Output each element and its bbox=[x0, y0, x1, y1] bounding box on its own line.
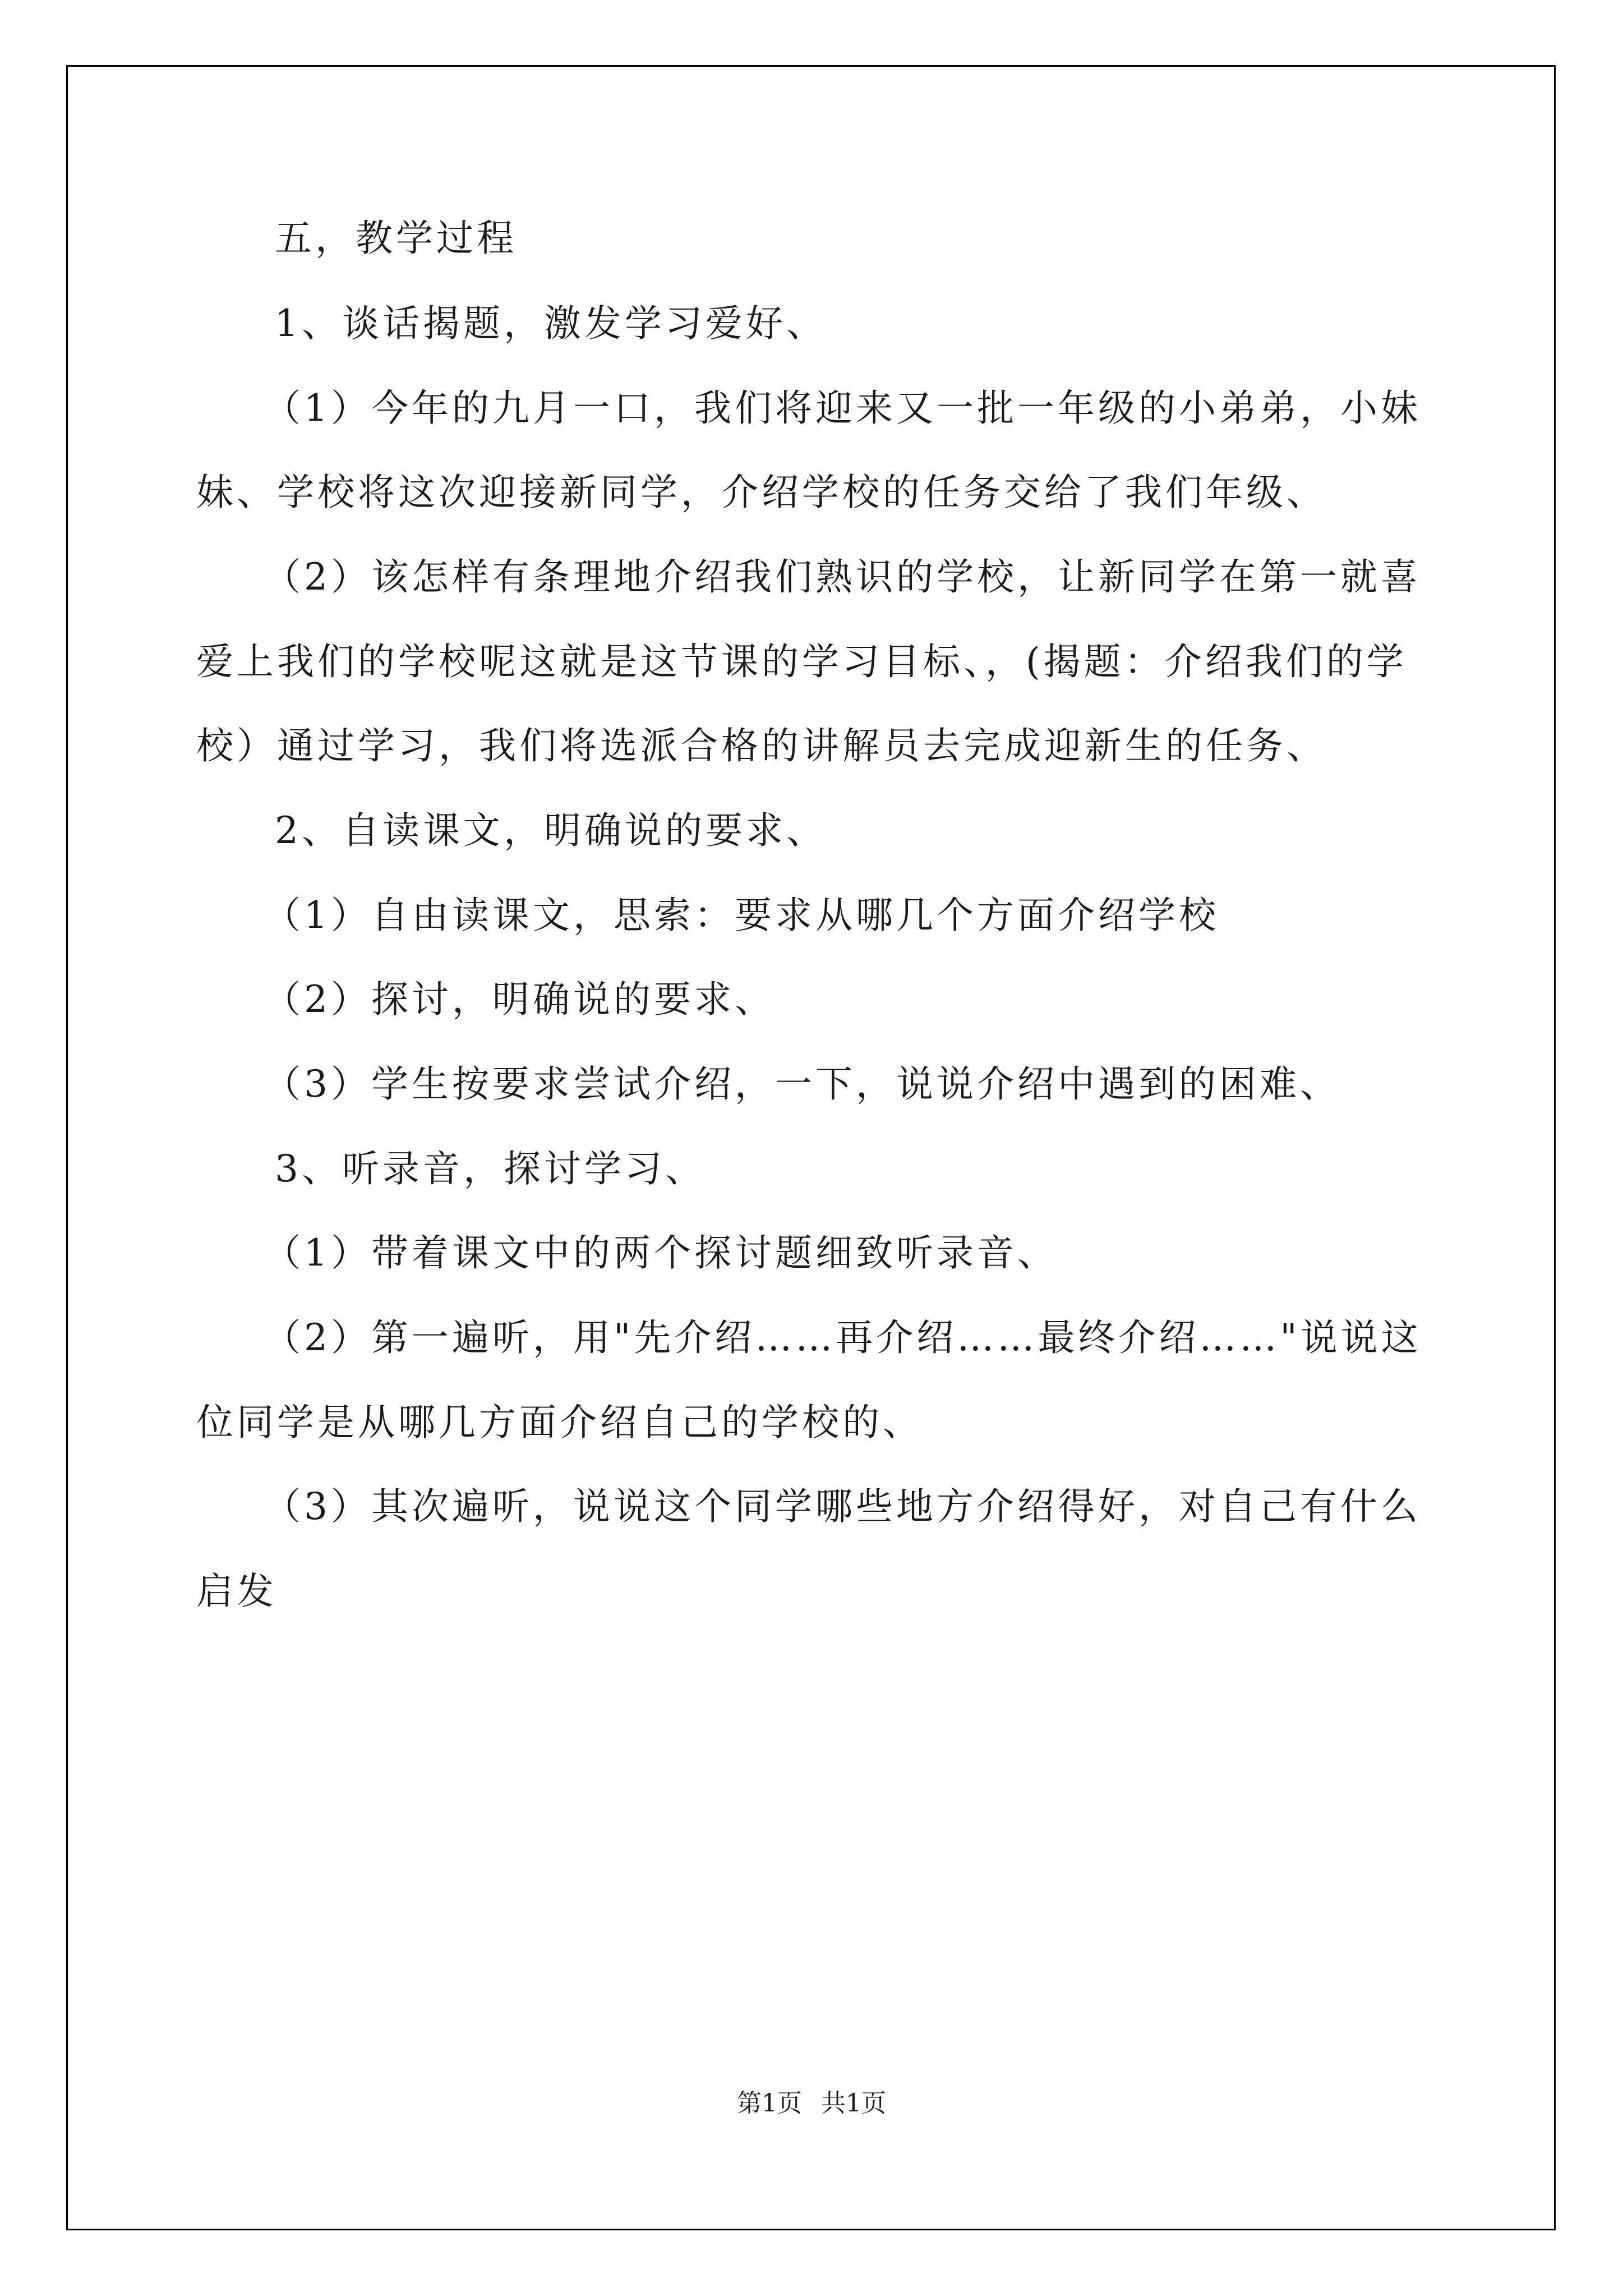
paragraph-line: （2）第一遍听，用"先介绍……再介绍……最终介绍……"说说这 bbox=[264, 1316, 1422, 1359]
paragraph-line: （1）自由读课文，思索：要求从哪几个方面介绍学校 bbox=[264, 894, 1219, 937]
paragraph-line: 爱上我们的学校呢这就是这节课的学习目标、，(揭题：介绍我们的学 bbox=[196, 640, 1407, 683]
section-heading: 五，教学过程 bbox=[275, 217, 517, 260]
paragraph-line: （1）今年的九月一口，我们将迎来又一批一年级的小弟弟，小妹 bbox=[264, 386, 1421, 430]
page-number: 第1页 bbox=[737, 2089, 802, 2118]
page-total: 共1页 bbox=[821, 2089, 886, 2118]
paragraph-line: （2）该怎样有条理地介绍我们熟识的学校，让新同学在第一就喜 bbox=[264, 555, 1421, 599]
step-heading-2: 2、自读课文，明确说的要求、 bbox=[275, 809, 827, 852]
paragraph-line: （2）探讨，明确说的要求、 bbox=[264, 978, 775, 1021]
paragraph-line: 校）通过学习，我们将选派合格的讲解员去完成迎新生的任务、 bbox=[196, 724, 1327, 767]
paragraph-line: 位同学是从哪几方面介绍自己的学校的、 bbox=[196, 1401, 923, 1444]
step-heading-3: 3、听录音，探讨学习、 bbox=[275, 1147, 706, 1190]
paragraph-line: （3）学生按要求尝试介绍，一下，说说介绍中遇到的困难、 bbox=[264, 1062, 1340, 1106]
page-footer bbox=[0, 2087, 1623, 2120]
paragraph-line: 启发 bbox=[196, 1570, 277, 1613]
paragraph-line: 妹、学校将这次迎接新同学，介绍学校的任务交给了我们年级、 bbox=[196, 471, 1327, 514]
paragraph-line: （1）带着课文中的两个探讨题细致听录音、 bbox=[264, 1231, 1058, 1274]
paragraph-line: （3）其次遍听，说说这个同学哪些地方介绍得好，对自己有什么 bbox=[264, 1485, 1421, 1528]
step-heading-1: 1、谈话揭题，激发学习爱好、 bbox=[275, 302, 827, 345]
